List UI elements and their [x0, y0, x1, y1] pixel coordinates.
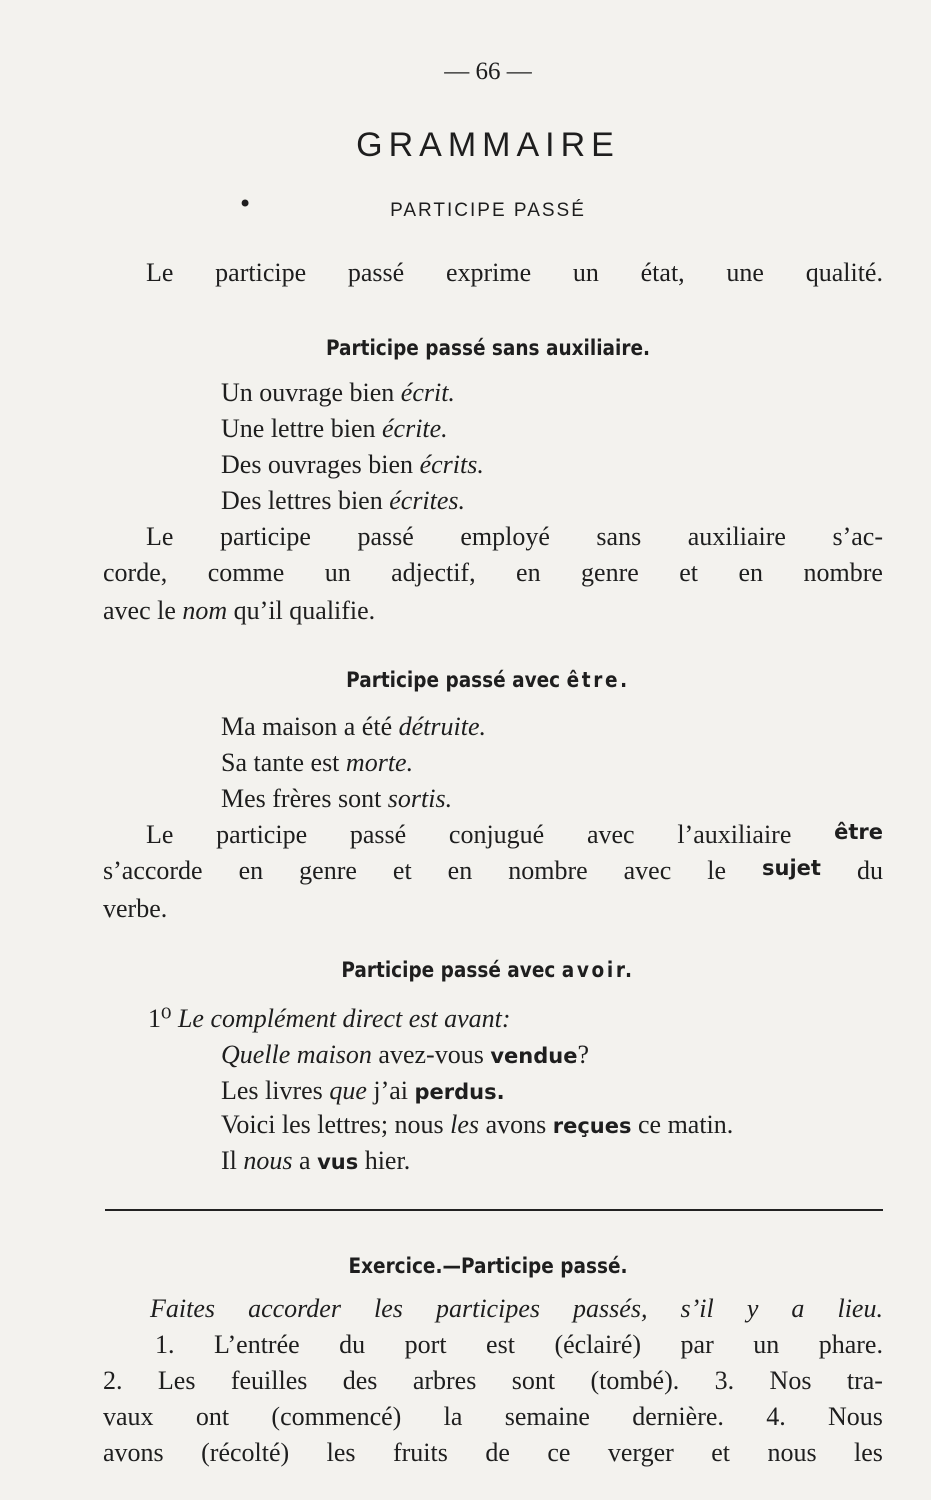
case-line: 1⁰ Le complément direct est avant:	[148, 1004, 511, 1033]
exercise-line	[155, 1330, 883, 1360]
word: passé	[347, 258, 405, 287]
word: passés,	[573, 1294, 648, 1323]
word: (éclairé)	[554, 1330, 642, 1359]
word: Le	[146, 522, 174, 551]
word: Le	[146, 258, 174, 287]
rule-line	[103, 856, 883, 886]
word: feuilles	[230, 1366, 308, 1395]
word: verger	[607, 1438, 674, 1467]
word: par	[680, 1330, 714, 1359]
word: être	[834, 820, 883, 844]
example-line: Des ouvrages bien écrits.	[221, 450, 484, 479]
example-line: Un ouvrage bien écrit.	[221, 378, 455, 407]
word: comme	[207, 558, 285, 587]
word: du	[339, 1330, 366, 1359]
word: genre	[299, 856, 357, 885]
word: (tombé).	[590, 1366, 680, 1395]
word: passé	[357, 522, 414, 551]
word: accorder	[248, 1294, 341, 1323]
word: ont	[195, 1402, 230, 1431]
word: s’il	[680, 1294, 714, 1323]
word: phare.	[818, 1330, 883, 1359]
word: employé	[460, 522, 550, 551]
example-line: Des lettres bien écrites.	[221, 486, 466, 515]
section-subtitle: PARTICIPE PASSÉ	[390, 200, 586, 221]
word: un	[324, 558, 351, 587]
word: en	[738, 558, 764, 587]
word: et	[679, 558, 699, 587]
word: semaine	[504, 1402, 590, 1431]
word: avec	[586, 820, 635, 849]
horizontal-rule	[105, 1209, 883, 1211]
word: une	[726, 258, 764, 287]
word: auxiliaire	[687, 522, 786, 551]
heading-avec-avoir: Participe passé avec avoir.	[341, 958, 635, 982]
rule-line: avec le nom qu’il qualifie.	[103, 596, 376, 625]
word: fruits	[392, 1438, 448, 1467]
word: les	[374, 1294, 403, 1323]
word: participe	[215, 258, 307, 287]
example-line: Voici les lettres; nous les avons reçues ce matin.	[221, 1110, 734, 1139]
word: nombre	[508, 856, 588, 885]
word: en	[516, 558, 541, 587]
word: en	[447, 856, 473, 885]
word: nombre	[803, 558, 883, 587]
word: Le	[146, 820, 174, 849]
rule-line	[103, 558, 883, 588]
word: et	[711, 1438, 731, 1467]
example-line: Il nous a vus hier.	[221, 1146, 411, 1175]
intro-line	[146, 258, 883, 288]
exercise-instruction	[150, 1294, 883, 1324]
word: adjectif,	[391, 558, 476, 587]
word: et	[392, 856, 412, 885]
word: du	[856, 856, 883, 885]
word: lieu.	[837, 1294, 883, 1323]
example-line: Les livres que j’ai perdus.	[221, 1076, 505, 1105]
page-number: — 66 —	[444, 58, 532, 85]
rule-line	[146, 522, 883, 552]
word: est	[486, 1330, 515, 1359]
word: tra-	[846, 1366, 883, 1395]
word: Les	[157, 1366, 196, 1395]
exercise-line	[103, 1402, 883, 1432]
word: 2.	[103, 1366, 123, 1395]
exercise-heading: Exercice.—Participe passé.	[348, 1254, 628, 1278]
word: l’auxiliaire	[677, 820, 792, 849]
word: en	[238, 856, 264, 885]
word: s’accorde	[103, 856, 203, 885]
word: corde,	[103, 558, 168, 587]
word: un	[572, 258, 599, 287]
example-line: Mes frères sont sortis.	[221, 784, 453, 813]
exercise-line	[103, 1438, 883, 1468]
word: Nous	[828, 1402, 883, 1431]
word: le	[707, 856, 727, 885]
example-line: Sa tante est morte.	[221, 748, 414, 777]
word: s’ac-	[832, 522, 883, 551]
example-line: Ma maison a été détruite.	[221, 712, 486, 741]
word: vaux	[103, 1402, 154, 1431]
word: les	[326, 1438, 356, 1467]
word: (commencé)	[271, 1402, 402, 1431]
example-line: Une lettre bien écrite.	[221, 414, 448, 443]
word: conjugué	[448, 820, 545, 849]
word: participe	[216, 820, 308, 849]
word: dernière.	[632, 1402, 724, 1431]
word: des	[342, 1366, 378, 1395]
word: port	[404, 1330, 447, 1359]
word: 3.	[714, 1366, 735, 1395]
word: avec	[623, 856, 672, 885]
word: qualité.	[805, 258, 883, 287]
word: la	[443, 1402, 463, 1431]
word: sont	[511, 1366, 556, 1395]
word: participe	[219, 522, 311, 551]
word: 4.	[766, 1402, 786, 1431]
word: 1.	[155, 1330, 175, 1359]
word: arbres	[412, 1366, 477, 1395]
word: (récolté)	[201, 1438, 290, 1467]
heading-avec-etre: Participe passé avec être.	[346, 668, 630, 692]
exercise-line	[103, 1366, 883, 1396]
word: y	[746, 1294, 759, 1323]
rule-line	[146, 820, 883, 850]
page-title: GRAMMAIRE	[356, 126, 620, 164]
word: Nos	[769, 1366, 812, 1395]
word: Faites	[150, 1294, 215, 1323]
word: passé	[349, 820, 407, 849]
word: les	[854, 1438, 883, 1467]
bullet-mark: •	[238, 190, 253, 218]
rule-line: verbe.	[103, 894, 168, 923]
word: participes	[435, 1294, 540, 1323]
word: sans	[596, 522, 642, 551]
word: genre	[581, 558, 639, 587]
word: sujet	[762, 856, 821, 880]
word: a	[791, 1294, 805, 1323]
word: nous	[767, 1438, 817, 1467]
word: avons	[103, 1438, 164, 1467]
word: un	[753, 1330, 780, 1359]
word: L’entrée	[214, 1330, 300, 1359]
word: de	[485, 1438, 510, 1467]
example-line: Quelle maison avez-vous vendue?	[221, 1040, 589, 1069]
heading-sans-auxiliaire: Participe passé sans auxiliaire.	[325, 336, 651, 360]
word: exprime	[445, 258, 532, 287]
word: ce	[547, 1438, 571, 1467]
word: état,	[640, 258, 685, 287]
